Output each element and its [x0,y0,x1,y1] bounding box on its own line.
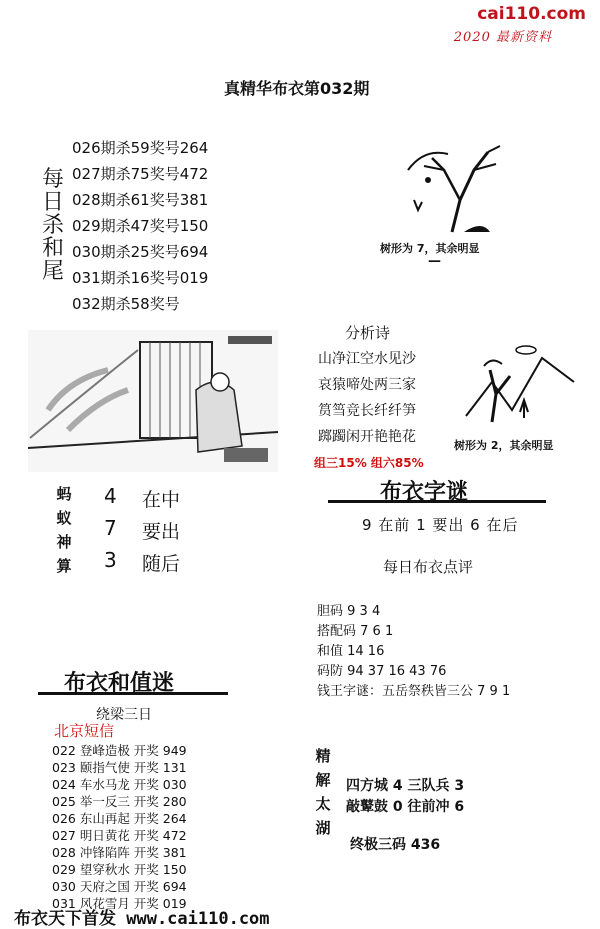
vertical-char: 和 [41,236,64,261]
list-item: 030 天府之国 开奖 694 [52,879,187,894]
taihu-label-char: 精 [315,747,331,765]
taihu-lines [346,776,464,818]
list-item: 028期杀61奖号381 [72,191,209,209]
ant-text: 要出 [142,521,181,543]
daily-kill-list [72,136,208,318]
ant-number: 4 [104,484,117,508]
list-item: 022 登峰造极 开奖 949 [52,743,187,758]
edition-label: 2020 最新资料 [453,30,552,45]
scholar-illustration [28,330,278,472]
site-logo: cai110.com [477,4,586,24]
poem [318,346,416,450]
beijing-sms-label: 北京短信 [54,722,115,740]
list-item: 024 车水马龙 开奖 030 [52,777,187,792]
ant-label-char: 神 [56,533,72,551]
daily-comment-title: 每日布衣点评 [383,558,474,576]
taihu-label-char: 解 [315,771,331,789]
riddle-heading: 布衣字谜 [380,479,469,505]
sum-riddle-heading: 布衣和值迷 [64,670,175,696]
tree-caption: 树形为 7，其余明显 [380,242,480,255]
tree-caption-dash: — [428,254,441,269]
list-item: 030期杀25奖号694 [72,243,209,261]
pick-info [317,602,510,702]
info-line: 码防 94 37 16 43 76 [317,664,447,679]
tree-sketch-icon [404,140,504,236]
vertical-char: 杀 [41,213,64,238]
sum-riddle-subtitle: 绕梁三日 [96,707,152,723]
ant-text: 在中 [142,489,181,511]
vertical-char: 尾 [41,259,64,284]
ant-label-char: 蚂 [56,485,72,503]
list-item: 025 举一反三 开奖 280 [52,794,187,809]
draw-history-list [52,742,187,912]
list-item: 031 风花雪月 开奖 019 [52,896,187,911]
final-three-code: 终极三码 436 [350,837,441,853]
ant-label-char: 蚁 [56,509,72,527]
info-line: 搭配码 7 6 1 [317,624,394,639]
list-item: 028 冲锋陷阵 开奖 381 [52,845,187,860]
taihu-line: 四方城 4 三队兵 3 [346,778,465,794]
list-item: 031期杀16奖号019 [72,269,209,287]
list-item: 027 明日黄花 开奖 472 [52,828,187,843]
poem-title: 分析诗 [345,324,391,342]
group-percentages: 组三15% 组六85% [314,456,424,470]
tree-caption: 树形为 2，其余明显 [454,439,554,452]
taihu-label-char: 太 [315,795,331,813]
info-line: 胆码 9 3 4 [317,604,381,619]
info-line: 钱王字谜：五岳祭秩皆三公 7 9 1 [317,684,511,699]
list-item: 029期杀47奖号150 [72,217,209,235]
page-title: 真精华布衣第032期 [224,79,370,98]
sum-riddle-divider [38,692,228,695]
footer-banner: 布衣天下首发 www.cai110.com [14,909,270,929]
list-item: 026期杀59奖号264 [72,139,209,157]
poem-line: 踯躅闲开艳艳花 [318,429,416,445]
riddle-text: 9 在前 1 要出 6 在后 [362,516,519,534]
ant-text: 随后 [142,553,181,575]
taihu-label-char: 湖 [315,819,331,837]
taihu-label [312,744,334,840]
taihu-line: 敲鼙鼓 0 往前冲 6 [346,799,465,815]
landscape-sketch-icon [462,338,582,430]
riddle-divider [328,500,546,503]
ant-number: 3 [104,548,117,572]
list-item: 026 东山再起 开奖 264 [52,811,187,826]
vertical-char: 每 [41,167,64,192]
list-item: 029 望穿秋水 开奖 150 [52,862,187,877]
info-line: 和值 14 16 [317,644,385,659]
ant-label [54,482,74,578]
poem-line: 筼筜竞长纤纤笋 [318,403,416,419]
daily-kill-vertical-label [40,168,66,283]
ant-number: 7 [104,516,117,540]
poem-line: 哀猿啼处两三家 [318,377,416,393]
list-item: 023 颐指气使 开奖 131 [52,760,187,775]
vertical-char: 日 [41,190,64,215]
poem-line: 山净江空水见沙 [318,351,416,367]
list-item: 027期杀75奖号472 [72,165,209,183]
ant-label-char: 算 [56,557,72,575]
list-item: 032期杀58奖号 [72,295,180,313]
